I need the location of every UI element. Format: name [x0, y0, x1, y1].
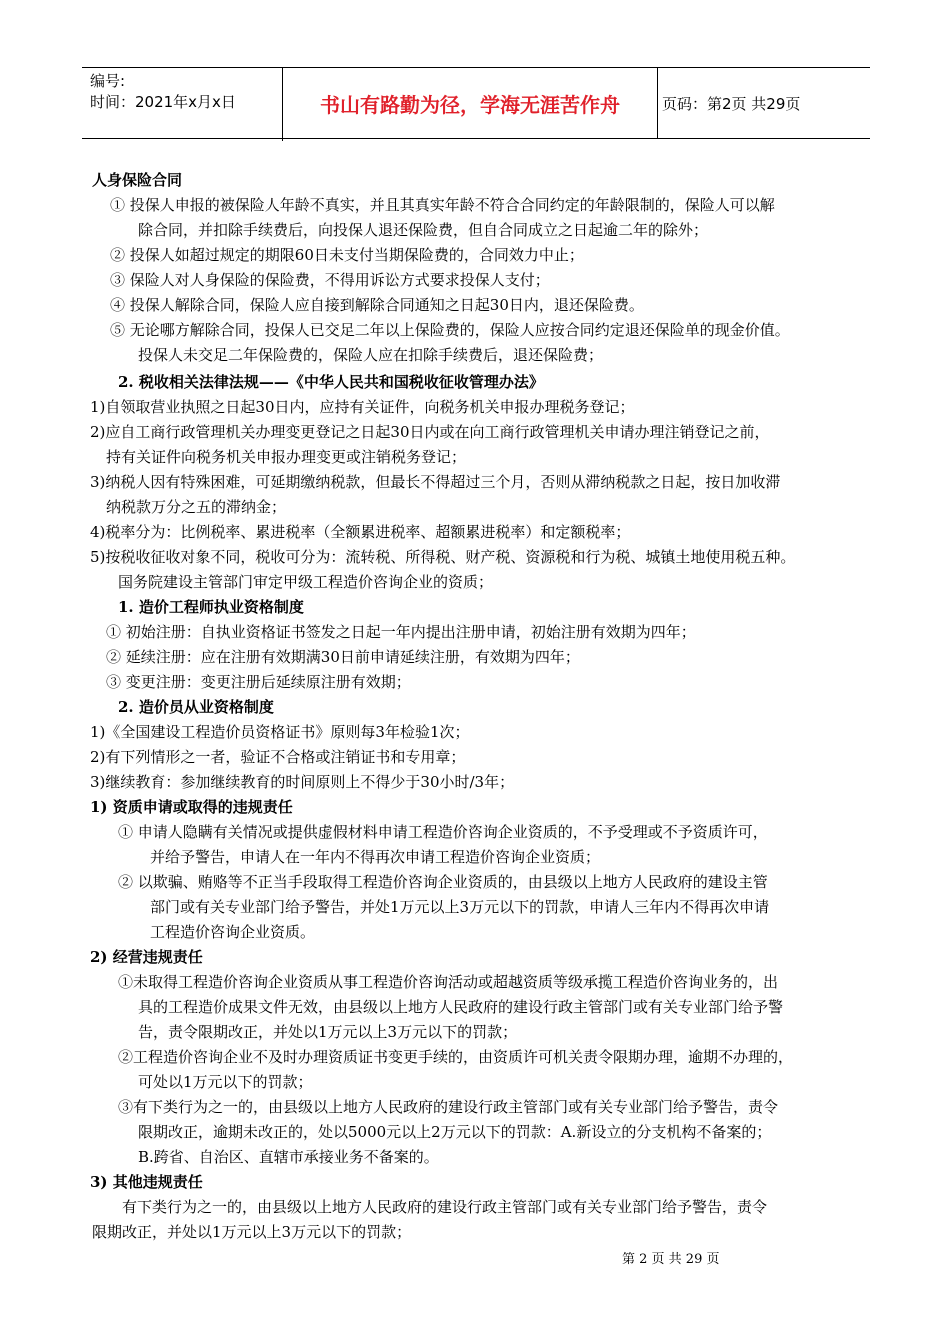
- text-line: 1. 造价工程师执业资格制度: [118, 598, 304, 616]
- text-line: 5)按税收征收对象不同，税收可分为：流转税、所得税、财产税、资源税和行为税、城镇土地使用税五种。: [90, 548, 796, 566]
- text-line: ② 投保人如超过规定的期限60日未支付当期保险费的，合同效力中止；: [110, 246, 584, 264]
- text-line: 部门或有关专业部门给予警告，并处1万元以上3万元以下的罚款，申请人三年内不得再次申请: [150, 898, 770, 916]
- text-line: ①未取得工程造价咨询企业资质从事工程造价咨询活动或超越资质等级承揽工程造价咨询业务的，出: [118, 973, 779, 991]
- text-line: 限期改正，逾期未改正的，处以5000元以上2万元以下的罚款：A.新设立的分支机构不备案的；: [138, 1123, 772, 1141]
- text-line: ① 初始注册：自执业资格证书签发之日起一年内提出注册申请，初始注册有效期为四年；: [106, 623, 696, 641]
- text-line: 除合同，并扣除手续费后，向投保人退还保险费，但自合同成立之日起逾二年的除外；: [138, 221, 709, 239]
- doc-time-label: 时间：2021年x月x日: [90, 93, 236, 111]
- text-line: 3) 其他违规责任: [90, 1173, 203, 1191]
- page-header: [82, 67, 870, 139]
- text-line: 1)《全国建设工程造价员资格证书》原则每3年检验1次；: [90, 723, 470, 741]
- header-meta: [82, 68, 283, 141]
- text-line: B.跨省、自治区、直辖市承接业务不备案的。: [138, 1148, 439, 1166]
- text-line: 3)继续教育：参加继续教育的时间原则上不得少于30小时/3年；: [90, 773, 515, 791]
- text-line: 具的工程造价成果文件无效，由县级以上地方人民政府的建设行政主管部门或有关专业部门给予警: [138, 998, 784, 1016]
- text-line: 持有关证件向税务机关申报办理变更或注销税务登记；: [106, 448, 467, 466]
- page-footer: 第 2 页 共 29 页: [622, 1252, 720, 1267]
- text-line: ③ 保险人对人身保险的保险费，不得用诉讼方式要求投保人支付；: [110, 271, 550, 289]
- text-line: ② 以欺骗、贿赂等不正当手段取得工程造价咨询企业资质的，由县级以上地方人民政府的建设主管: [118, 873, 768, 891]
- text-line: 2. 造价员从业资格制度: [118, 698, 274, 716]
- text-line: 可处以1万元以下的罚款；: [138, 1073, 313, 1091]
- text-line: 1)自领取营业执照之日起30日内，应持有关证件，向税务机关申报办理税务登记；: [90, 398, 635, 416]
- text-line: ③ 变更注册：变更注册后延续原注册有效期；: [106, 673, 411, 691]
- text-line: 并给予警告，申请人在一年内不得再次申请工程造价咨询企业资质；: [150, 848, 601, 866]
- doc-number-label: 编号:: [90, 72, 126, 90]
- text-line: 2)应自工商行政管理机关办理变更登记之日起30日内或在向工商行政管理机关申请办理注销登记之前，: [90, 423, 770, 441]
- text-line: 告，责令限期改正，并处以1万元以上3万元以下的罚款；: [138, 1023, 518, 1041]
- text-line: 有下类行为之一的，由县级以上地方人民政府的建设行政主管部门或有关专业部门给予警告，责令: [122, 1198, 768, 1216]
- text-line: ② 延续注册：应在注册有效期满30日前申请延续注册，有效期为四年；: [106, 648, 580, 666]
- text-line: ④ 投保人解除合同，保险人应自接到解除合同通知之日起30日内，退还保险费。: [110, 296, 644, 314]
- text-line: 2)有下列情形之一者，验证不合格或注销证书和专用章；: [90, 748, 466, 766]
- text-line: 3)纳税人因有特殊困难，可延期缴纳税款，但最长不得超过三个月，否则从滞纳税款之日起，按日加收滞: [90, 473, 781, 491]
- text-line: ① 申请人隐瞒有关情况或提供虚假材料申请工程造价咨询企业资质的，不予受理或不予资质许可，: [118, 823, 768, 841]
- text-line: 2. 税收相关法律法规——《中华人民共和国税收征收管理办法》: [118, 373, 544, 391]
- text-line: 投保人未交足二年保险费的，保险人应在扣除手续费后，退还保险费；: [138, 346, 604, 364]
- text-line: 2) 经营违规责任: [90, 948, 203, 966]
- text-line: 人身保险合同: [92, 171, 183, 189]
- text-line: 工程造价咨询企业资质。: [150, 923, 316, 941]
- text-line: ③有下类行为之一的，由县级以上地方人民政府的建设行政主管部门或有关专业部门给予警告，责令: [118, 1098, 779, 1116]
- text-line: 1) 资质申请或取得的违规责任: [90, 798, 293, 816]
- text-line: 限期改正，并处以1万元以上3万元以下的罚款；: [92, 1223, 412, 1241]
- text-line: 国务院建设主管部门审定甲级工程造价咨询企业的资质；: [118, 573, 494, 591]
- text-line: ⑤ 无论哪方解除合同，投保人已交足二年以上保险费的，保险人应按合同约定退还保险单的现金价值。: [110, 321, 790, 339]
- text-line: 4)税率分为：比例税率、累进税率（全额累进税率、超额累进税率）和定额税率；: [90, 523, 631, 541]
- text-line: ① 投保人申报的被保险人年龄不真实，并且其真实年龄不符合合同约定的年龄限制的，保险人可以解: [110, 196, 775, 214]
- text-line: 纳税款万分之五的滞纳金；: [106, 498, 287, 516]
- header-motto: 书山有路勤为径，学海无涯苦作舟: [283, 68, 658, 138]
- header-page-label: 页码：第2页 共29页: [662, 94, 801, 113]
- text-line: ②工程造价咨询企业不及时办理资质证书变更手续的，由资质许可机关责令限期办理，逾期不办理的，: [118, 1048, 794, 1066]
